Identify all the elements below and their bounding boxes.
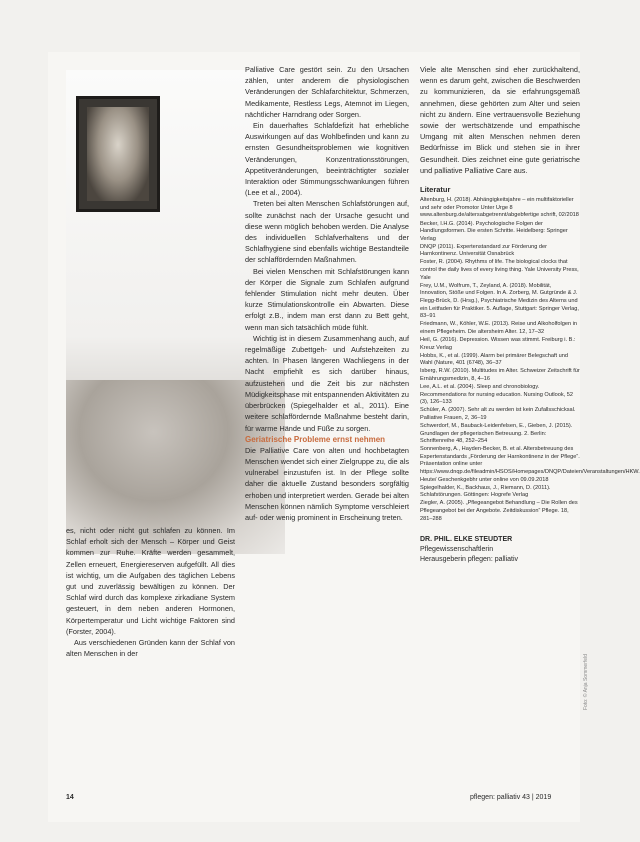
author-role: Pflegewissenschaftlerin xyxy=(420,546,494,554)
paragraph: Die Palliative Care von alten und hochbetagten Menschen wendet sich einer Zielgruppe zu, die als vulnerabel einzustufen ist. In der Pflege sollte daher die aktuelle Zustand besonders sorgfältig erhoben und interpretiert werden. Gerade bei alten Menschen können nämlich Symptome verschleiert auf- oder wenig prominent in Erscheinung treten. xyxy=(245,445,409,522)
paragraph: es, nicht oder nicht gut schlafen zu können. Im Schlaf erholt sich der Mensch – Körper und Geist kommen zur Ruhe. Kräfte werden gesammelt, Zellen erneuert, Energiereserven aufgefüllt. All dies ist wichtig, um die Aufgaben des täglichen Lebens gut und zuverlässig bewältigen zu können. Der Schlaf wird durch das komplexe zirkadiane System gesteuert, in dem neben anderen Hormonen, Körpertemperatur und Licht wichtige Faktoren sind (Forster, 2004). xyxy=(66,526,235,636)
portrait-image xyxy=(87,107,149,201)
reference-list xyxy=(420,197,640,523)
reference-item: DNQP (2011). Expertenstandard zur Förderung der Harnkontinenz. Universität Osnabrück xyxy=(420,243,547,258)
reference-item: Spiegelhalder, K., Backhaus, J., Riemann, D. (2011). Schlafstörungen. Göttingen: Hogrefe Verlag xyxy=(420,484,551,499)
paragraph: Ein dauerhaftes Schlafdefizit hat erhebliche Auswirkungen auf das Wohlbefinden und kann zu ernsten Gesundheitsproblemen wie kognitiven Veränderungen, Konzentrationsstörungen, Appetitveränderungen, beeinträchtigter sozialer Interaktion oder Stimmungsschwankungen führen (Lee et al., 2004). xyxy=(245,121,409,198)
reference-item: Frey, U.M., Wolfrum, T., Zeyland, A. (2018). Mobilität, Innovation, Stöße und Folgen. In A. Zorberg, M. Gutgründe & J. Flegg-Brück, D. (Hrsg.), Psychiatrische Medizin des Alterns und ein Leitfaden für Praktiker. 5. Auflage, Stuttgart: Springer Verlag, 83–91 xyxy=(420,282,579,320)
section-heading: Geriatrische Probleme ernst nehmen xyxy=(245,434,386,444)
page-number: 14 xyxy=(66,794,74,801)
reference-item: Friedmann, W., Köhler, W.E. (2013). Reise und Alkoholfolgen in einem Pflegeheim. Die altersheim Alter. 12, 17–32 xyxy=(420,321,578,335)
reference-item: Foster, R. (2004). Rhythms of life. The biological clocks that control the daily lives of every living thing. Yale University Press, Yale xyxy=(420,259,579,281)
author-name: DR. PHIL. ELKE STEUDTER xyxy=(420,536,513,544)
reference-item: Lee, A.L. et al. (2004). Sleep and chronobiology. Recommendations for nursing education. Nursing Outlook, 52 (3), 126–133 xyxy=(420,383,573,406)
paragraph: Viele alte Menschen sind eher zurückhaltend, wenn es darum geht, zwischen die Beschwerden zu kommunizieren, da sie erfahrungsgemäß annehmen, diese gehörten zum Alter und seien nicht zu ändern. Eine vertrauensvolle Beziehung sowie der wertschätzende und empathische Umgang mit alten Menschen nehmen deren Bedürfnisse im Blick und stehen sie in ihrer Gesundheit. Dies zeichnet eine gute geriatrische und palliative Palliative Care aus. xyxy=(420,65,580,175)
reference-item: Isberg, R.W. (2010). Multitudes im Alter. Schweizer Zeitschrift für Ernährungsmedizin, 8, 4–16 xyxy=(420,368,580,382)
photo-credit: Foto: © Anja Sommerfeld xyxy=(583,654,589,710)
text-column-1 xyxy=(66,525,235,659)
reference-item: Schüler, A. (2007). Sehr alt zu werden ist kein Zufallsschicksal. Palliative Frauen, 2, 36–19 xyxy=(420,407,576,421)
text-column-2 xyxy=(245,64,409,523)
reference-item: Heil, G. (2016). Depression. Wissen was stimmt. Freiburg i. B.: Kreuz Verlag xyxy=(420,336,576,351)
paragraph: Palliative Care gestört sein. Zu den Ursachen zählen, unter anderem die physiologischen Veränderungen der Schlafarchitektur, Schmerzen, Medikamente, Restless Legs, Atemnot im Liegen, nächtlicher Harndrang oder Sorgen. xyxy=(245,65,409,119)
reference-item: Ziegler, A. (2005). „Pflegeangebot Behandlung – Die Rollen des Pflegeangebot bei der Angebote. Zeitdiskussion“ Pflege. 18, 281–288 xyxy=(420,500,578,522)
reference-item: Altenburg, H. (2018). Abhängigkeitsjahre – ein multifaktorieller und sehr oder Promotor Unter Urge 8 www.altenburg.de/altersabgetrennt/abgebfertige schrift, 02/2018 xyxy=(420,197,579,219)
framed-portrait xyxy=(76,96,160,212)
reference-item: Sonnenberg, A., Hayden-Becker, B. et al. Altersbetreuung des Expertenstandards „Förderung der Harnkontinenz in der Pflege“. Präsentation online unter https://www.dnqp.de/fileadmin/HSOS/Homepages/DNQP/Dateien/Veranstaltungen/HKW. Heute/ Geschenkgebhr unter online von 09.09.2018 xyxy=(420,446,640,483)
paragraph: Bei vielen Menschen mit Schlafstörungen kann der Körper die Signale zum Schlafen aufgrund fehlender Stimulation nicht mehr deuten. Über kurze Stimulationskontrolle ein Abwarten. Diese erfolgt z.B., indem man erst dann zu Bett geht, wenn man sich tatsächlich müde fühlt. xyxy=(245,266,409,332)
journal-footer: pflegen: palliativ 43 | 2019 xyxy=(470,794,552,801)
reference-item: Becker, I.H.G. (2014). Psychologische Folgen der Handlungsformen. Die ersten Schritte. Heidelberg: Springer Verlag xyxy=(420,220,568,242)
paragraph: Treten bei alten Menschen Schlafstörungen auf, sollte zunächst nach der Ursache gesucht und diese wenn möglich behoben werden. Die Analyse des individuellen Schlafverhaltens und der Schlafhygiene sind ebenfalls wichtige Bestandteile der schlaffördernden Maßnahmen. xyxy=(245,199,409,265)
reference-item: Schwerdorf, M., Bauback-Leidenfelsen, E., Gieben, J. (2015). Grundlagen der pflegerischen Betreuung. 2. Berlin: Schriftenreihe 48, 252–254 xyxy=(420,422,573,445)
literature-heading: Literatur xyxy=(420,185,451,195)
paragraph: Aus verschiedenen Gründen kann der Schlaf von alten Menschen in der xyxy=(66,638,235,659)
author-block xyxy=(420,535,580,565)
author-role-2: Herausgeberin pflegen: palliativ xyxy=(420,556,519,564)
paragraph: Wichtig ist in diesem Zusammenhang auch, auf regelmäßige Zubettgeh- und Aufstehzeiten zu achten. In Phasen längeren Wachliegens in der Nacht empfiehlt es sich darüber hinaus, aufzustehen und die Zeit bis zur nächsten Müdigkeitsphase mit entspannenden Aktivitäten zu überbrücken (Spiegelhalder et al., 2011). Eine weitere schlaffördernde Maßnahme besteht darin, für warme Hände und Füße zu sorgen. xyxy=(245,333,409,433)
reference-item: Hobbs, K., et al. (1999). Alarm bei primärer Belegschaft und Wahl (Nature, 401 (6748), 36–37 xyxy=(420,352,568,367)
text-column-3 xyxy=(420,64,640,565)
